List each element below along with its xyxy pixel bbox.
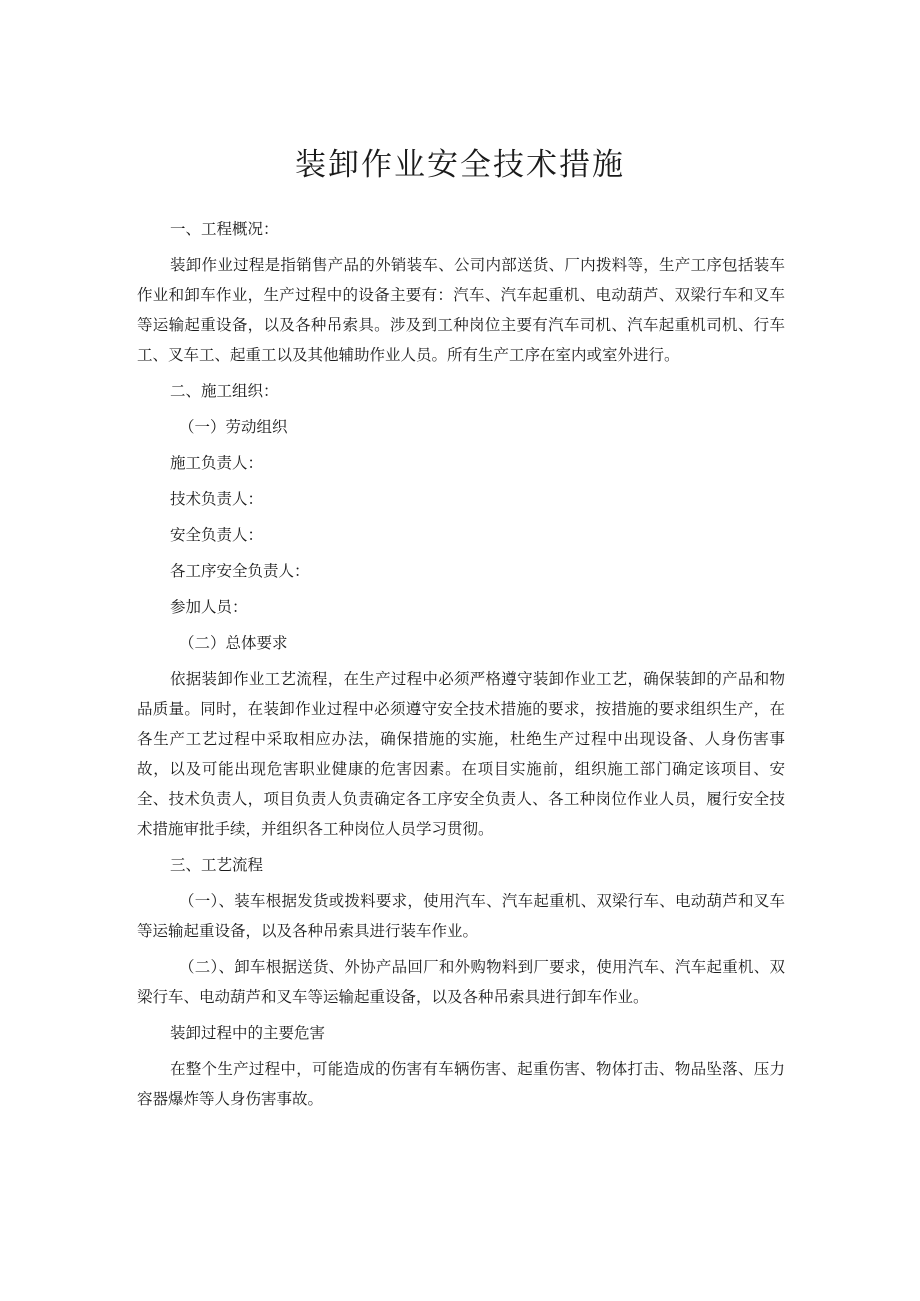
subheading-labor-organization: （一）劳动组织 [179, 418, 288, 436]
role-line: 参加人员： [170, 598, 248, 616]
hazard-paragraph: 在整个生产过程中，可能造成的伤害有车辆伤害、起重伤害、物体打击、物品坠落、压力容器爆炸等人身伤害事故。 [137, 1060, 785, 1108]
document-title: 装卸作业安全技术措施 [295, 147, 625, 183]
role-line: 各工序安全负责人： [170, 562, 310, 580]
section-heading-overview: 一、工程概况： [170, 220, 279, 238]
requirements-paragraph: 依据装卸作业工艺流程，在生产过程中必须严格遵守装卸作业工艺，确保装卸的产品和物品质量。同时，在装卸作业过程中必须遵守安全技术措施的要求，按措施的要求组织生产，在各生产工艺过程中采取相应办法，确保措施的实施，杜绝生产过程中出现设备、人身伤害事故，以及可能出现危害职业健康的危害因素。在项目实施前，组织施工部门确定该项目、安全、技术负责人，项目负责人负责确定各工序安全负责人、各工种岗位作业人员，履行安全技术措施审批手续，并组织各工种岗位人员学习贯彻。 [137, 670, 785, 838]
role-line: 安全负责人： [170, 526, 264, 544]
process-item-unloading: （二）、卸车根据送货、外协产品回厂和外购物料到厂要求，使用汽车、汽车起重机、双梁行车、电动葫芦和叉车等运输起重设备，以及各种吊索具进行卸车作业。 [137, 958, 785, 1006]
overview-paragraph: 装卸作业过程是指销售产品的外销装车、公司内部送货、厂内拨料等，生产工序包括装车作业和卸车作业，生产过程中的设备主要有：汽车、汽车起重机、电动葫芦、双梁行车和叉车等运输起重设备，以及各种吊索具。涉及到工种岗位主要有汽车司机、汽车起重机司机、行车工、叉车工、起重工以及其他辅助作业人员。所有生产工序在室内或室外进行。 [137, 256, 785, 364]
hazard-heading: 装卸过程中的主要危害 [170, 1024, 326, 1042]
role-line: 技术负责人： [170, 490, 264, 508]
section-heading-process: 三、工艺流程 [170, 856, 264, 874]
subheading-general-requirements: （二）总体要求 [179, 634, 288, 652]
process-item-loading: （一）、装车根据发货或拨料要求，使用汽车、汽车起重机、双梁行车、电动葫芦和叉车等运输起重设备，以及各种吊索具进行装车作业。 [137, 892, 785, 940]
document-body [137, 214, 785, 1114]
role-line: 施工负责人： [170, 454, 264, 472]
section-heading-organization: 二、施工组织： [170, 382, 279, 400]
